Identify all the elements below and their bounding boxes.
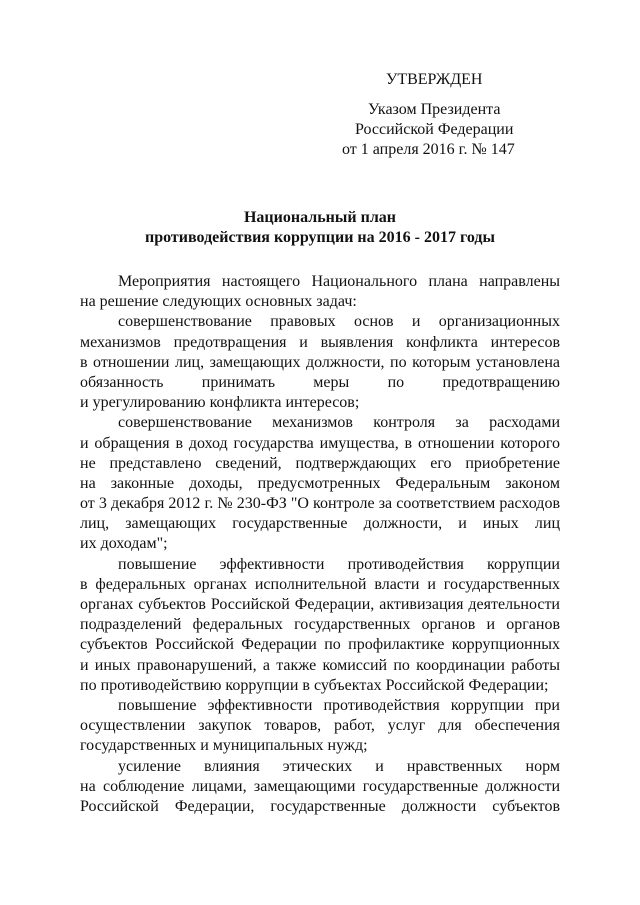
text-line: на законные доходы, предусмотренных Федеральным законом — [80, 474, 560, 492]
text-line: Российской Федерации, государственные должности субъектов — [80, 797, 560, 815]
text-line: усиление влияния этических и нравственных норм — [118, 757, 560, 775]
text-line: на решение следующих основных задач: — [80, 293, 357, 311]
text-line: в отношении лиц, замещающих должности, по которым установлена — [80, 353, 560, 371]
text-line: от 3 декабря 2012 г. № 230-ФЗ "О контроле за соответствием расходов — [80, 495, 560, 513]
text-line: совершенствование правовых основ и организационных — [118, 313, 560, 331]
text-line: не представлено сведений, подтверждающих его приобретение — [80, 454, 560, 472]
text-line: субъектов Российской Федерации по профилактике коррупционных — [80, 636, 560, 654]
text-line: органах субъектов Российской Федерации, активизация деятельности — [80, 596, 560, 613]
approval-line: от 1 апреля 2016 г. № 147 — [342, 141, 515, 158]
text-line: механизмов предотвращения и выявления конфликта интересов — [80, 333, 560, 351]
approved-heading: УТВЕРЖДЕН — [386, 71, 483, 88]
text-line: в федеральных органах исполнительной власти и государственных — [80, 575, 560, 593]
text-line: и иных правонарушений, а также комиссий по координации работы — [80, 656, 560, 674]
text-line: и урегулированию конфликта интересов; — [80, 394, 360, 412]
text-line: обязанность принимать меры по предотвращению — [80, 373, 560, 391]
approval-line: Российской Федерации — [355, 121, 514, 138]
document-body — [80, 272, 560, 817]
title-line-2: противодействия коррупции на 2016 - 2017 годы — [145, 229, 495, 246]
text-line: совершенствование механизмов контроля за расходами — [118, 414, 560, 432]
text-line: осуществлении закупок товаров, работ, услуг для обеспечения — [80, 717, 560, 735]
text-line: Мероприятия настоящего Национального плана направлены — [118, 273, 560, 290]
text-line: лиц, замещающих государственные должности, и иных лиц — [80, 515, 560, 533]
title-line-1: Национальный план — [243, 209, 397, 226]
text-line: государственных и муниципальных нужд; — [80, 737, 368, 755]
text-line: на соблюдение лицами, замещающими государственные должности — [80, 777, 560, 795]
text-line: и обращения в доход государства имущества, в отношении которого — [80, 434, 560, 452]
text-line: их доходам"; — [80, 535, 168, 553]
text-line: повышение эффективности противодействия коррупции при — [118, 696, 560, 714]
text-line: повышение эффективности противодействия коррупции — [118, 555, 560, 573]
approval-line: Указом Президента — [368, 101, 501, 118]
text-line: подразделений федеральных государственных органов и органов — [80, 616, 560, 634]
document-title — [70, 208, 570, 248]
text-line: по противодействию коррупции в субъектах Российской Федерации; — [80, 676, 549, 694]
